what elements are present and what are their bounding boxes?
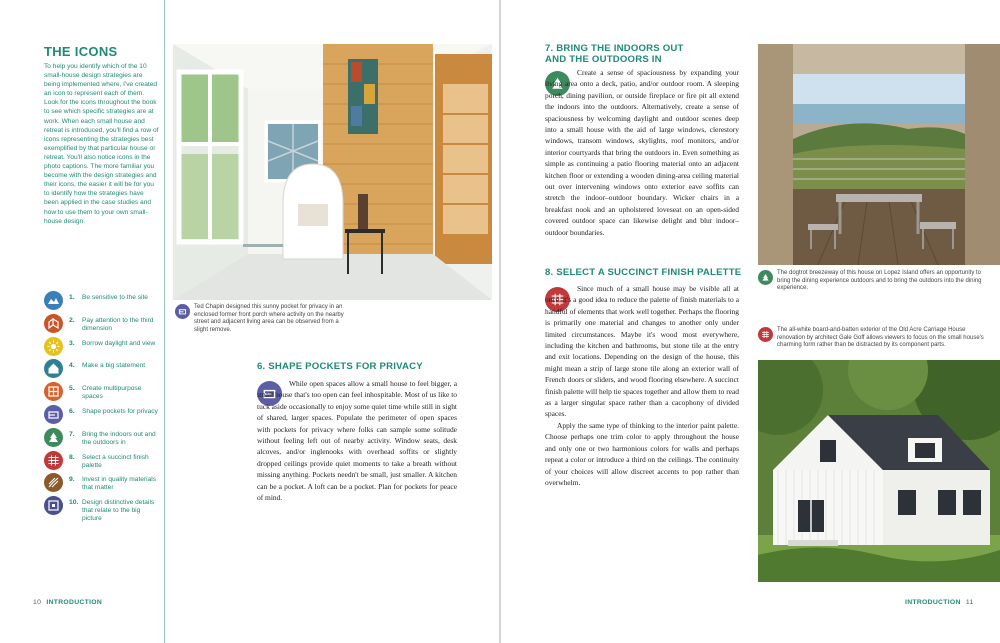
- legend-number: 4.: [69, 362, 75, 370]
- breezeway-photo: [758, 44, 1000, 265]
- section-8-heading: 8. SELECT A SUCCINCT FINISH PALETTE: [545, 267, 742, 278]
- section-7-heading-line2: AND THE OUTDOORS IN: [545, 53, 662, 65]
- legend-number: 5.: [69, 385, 75, 393]
- legend-label: Design distinctive details that relate to the big picture: [82, 499, 155, 523]
- legend-item: [44, 314, 162, 337]
- legend-item: [44, 291, 162, 314]
- section-8-paragraph: Apply the same type of thinking to the interior paint palette. Choose perhaps one trim color to apply throughout the house and only one or two harmonious colors for walls and perhaps repeat a color or introduce a third on the ceilings. The continuity of your choices will allow discreet accents to pop rather than overwhelm.: [545, 420, 739, 487]
- page-number: 11: [965, 599, 974, 606]
- legend-label: Borrow daylight and view: [82, 339, 156, 347]
- legend-item: [44, 359, 162, 382]
- legend-number: 8.: [69, 453, 75, 461]
- section-7-body: [545, 67, 739, 238]
- daylight-icon: [44, 337, 63, 356]
- icons-sidebar: [0, 0, 165, 643]
- legend-item: [44, 496, 162, 523]
- section-7-heading-line1: 7. BRING THE INDOORS OUT: [545, 43, 684, 54]
- folio-label: INTRODUCTION: [46, 599, 103, 606]
- right-folio: [905, 599, 977, 606]
- legend-number: 9.: [69, 476, 75, 484]
- legend-number: 3.: [69, 339, 75, 347]
- quality-materials-icon: [44, 473, 63, 492]
- legend-item: [44, 428, 162, 451]
- pocket-icon: [44, 405, 63, 424]
- legend-item: [44, 337, 162, 360]
- legend-label: Make a big statement: [82, 362, 146, 370]
- legend-label: Invest in quality materials that matter: [82, 476, 157, 492]
- left-page: [0, 0, 499, 643]
- legend-number: 6.: [69, 407, 75, 415]
- big-statement-icon: [44, 359, 63, 378]
- finish-palette-icon: [758, 327, 773, 342]
- legend-label: Create multipurpose spaces: [82, 385, 142, 401]
- section-6-heading: 6. SHAPE POCKETS FOR PRIVACY: [257, 361, 423, 372]
- carriage-house-photo: [758, 360, 1000, 582]
- multipurpose-icon: [44, 382, 63, 401]
- section-8-paragraph: Since much of a small house may be visible all at once, it's a good idea to reduce the palette of finish materials to a handful of elements that work well together. Perhaps the flooring is primarily one material and changes to another only under limited circumstances. Maybe it's wood most everywhere, including the kitchen and bathrooms, but stone tile at the entry and exit locations. Depending on the design of the house, this might mean a strip of large stone tile along an exterior wall of French doors or sliders, and wood flooring elsewhere. A succinct finish palette will help tie spaces together and allow them to read as a larger singular space rather than a cacophony of divided spaces.: [545, 284, 739, 419]
- icons-intro-text: To help you identify which of the 10 small-house design strategies are being implemented where, I've created an icon to represent each of them. Look for the icons throughout the book to see which specific strategies are at work. When each small house and retreat is introduced, you'll find a row of icons representing the strategies best exemplified by that particular house or retreat. You'll also notice icons in the photo captions. The more familiar you become with the design strategies and their icons, the easier it will be for you to identify how the strategies have been applied in the case studies and how to use them to your own small-house design.: [44, 63, 159, 225]
- legend-label: Bring the indoors out and the outdoors in: [82, 430, 156, 446]
- section-6-paragraph: While open spaces allow a small house to feel bigger, a small house that's too open can feel inhospitable. Most of us like to tuck aside occasionally to enjoy some quiet time while still in sight of shared, larger spaces. Populate the perimeter of open spaces with pockets for privacy where folks can sample some solitude without feeling left out of nearby activity. Window seats, desk alcoves, and/or inglenooks with overhead soffits or slightly dropped ceilings provide quiet moments to take a breath without missing anything. Pockets needn't be small, just smaller. A kitchen can be a pocket. A loft can be a pocket. Plan for pockets for peace of mind.: [257, 379, 457, 503]
- legend-label: Be sensitive to the site: [82, 294, 148, 301]
- legend-label: Select a succinct finish palette: [82, 453, 149, 469]
- carriage-house-photo-caption: The all-white board-and-batten exterior of the Old Acre Carriage House renovation by architect Gale Goff allows viewers to focus on the small house's charming form rather than be distracted by its component parts.: [777, 327, 984, 349]
- legend-item: [44, 382, 162, 405]
- section-7-paragraph: Create a sense of spaciousness by expanding your living area onto a deck, patio, and/or outdoor room. A sleeping porch, dining pavilion, or outside fireplace or fire pit all extend the indoors into the outdoors. Alternatively, create a sense of spaciousness by welcoming daylight and outdoor scenes deep into a small house with the aid of large windows, clerestory windows, transom windows, skylights, roof monitors, and/or interior courtyards that bring the outdoors in. Even something as simple as continuing a patio flooring material onto an adjacent kitchen floor or extending a wooden dining-area ceiling material out over intervening windows onto exterior eave soffits can stretch the indoor–outdoor boundary. Wicker chairs in a breakfast nook and an upholstered loveseat on an open-sided covered outdoor space can likewise delight and blur indoor–outdoor boundaries.: [545, 68, 739, 237]
- section-7-heading: [545, 44, 684, 65]
- legend-label: Shape pockets for privacy: [82, 407, 158, 415]
- legend-item: [44, 451, 162, 474]
- legend-label: Pay attention to the third dimension: [82, 316, 154, 332]
- folio-label: INTRODUCTION: [905, 599, 961, 606]
- strategy-legend: [44, 291, 162, 523]
- legend-number: 1.: [69, 294, 75, 301]
- section-8-body: [545, 283, 739, 488]
- details-icon: [44, 496, 63, 515]
- legend-number: 7.: [69, 430, 75, 438]
- left-folio: [30, 599, 102, 606]
- icons-title: THE ICONS: [44, 44, 118, 59]
- indoors-out-icon: [44, 428, 63, 447]
- legend-item: [44, 473, 162, 496]
- page-number: 10: [33, 599, 42, 606]
- indoors-out-icon: [758, 270, 773, 285]
- section-6-body: [257, 378, 457, 503]
- legend-item: [44, 405, 162, 428]
- porch-photo: [173, 44, 492, 300]
- porch-photo-caption: Ted Chapin designed this sunny pocket for privacy in an enclosed former front porch where activity on the nearby street and adjacent living area can be observed from a slight remove.: [194, 304, 344, 333]
- site-icon: [44, 291, 63, 310]
- breezeway-photo-caption: The dogtrot breezeway of this house on Lopez Island offers an opportunity to bring the dining experience outdoors and to bring the outdoors into the dining experience.: [777, 270, 982, 292]
- third-dimension-icon: [44, 314, 63, 333]
- legend-number: 2.: [69, 316, 75, 324]
- finish-palette-icon: [44, 451, 63, 470]
- legend-number: 10.: [69, 499, 79, 507]
- pocket-icon: [175, 304, 190, 319]
